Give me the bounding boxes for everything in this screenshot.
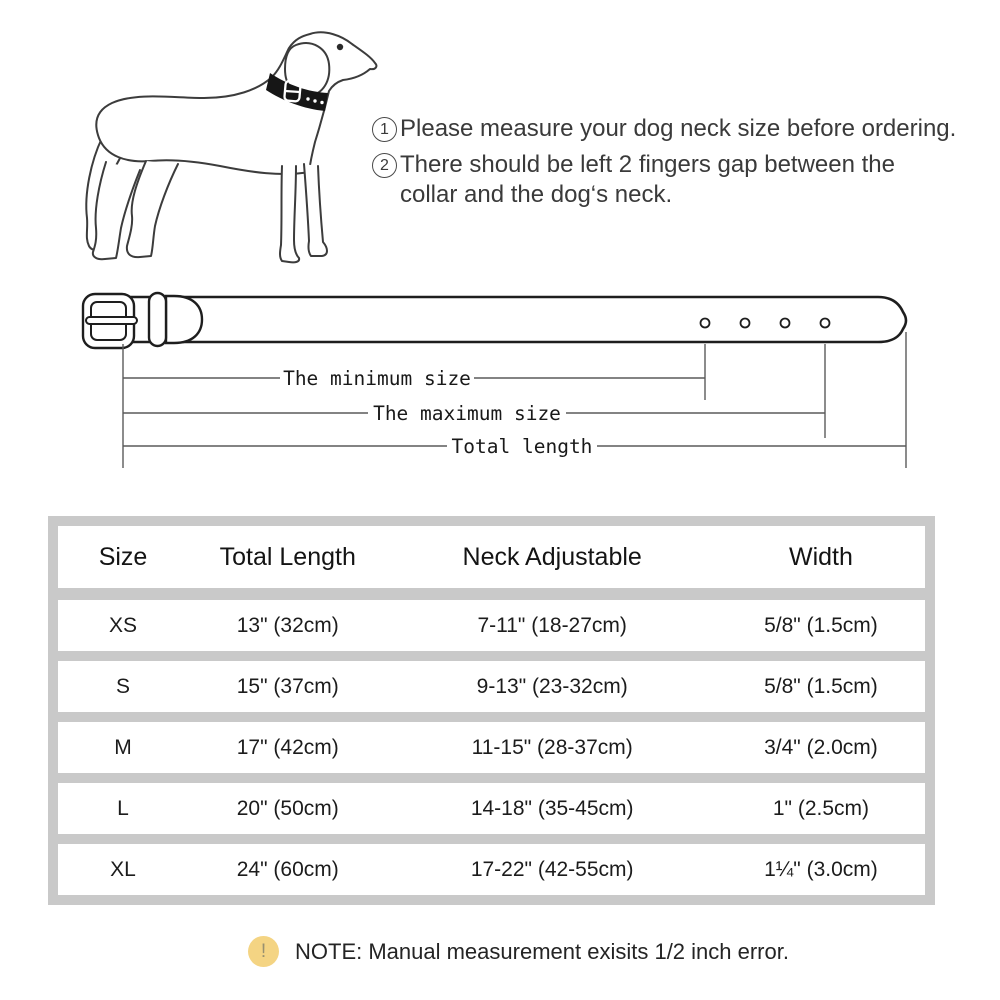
col-header-neck-adjustable: Neck Adjustable xyxy=(462,542,642,571)
table-row-xs xyxy=(58,600,925,651)
neck-adjustable-cell: 9-13" (23-32cm) xyxy=(476,674,628,698)
total-length-cell: 17" (42cm) xyxy=(236,735,339,759)
size-cell: L xyxy=(117,796,129,820)
neck-adjustable-cell: 17-22" (42-55cm) xyxy=(470,857,634,881)
dog-front-leg-far xyxy=(280,166,299,262)
note-bar xyxy=(248,936,789,967)
instruction-text-2-line1: There should be left 2 fingers gap between the xyxy=(400,151,895,178)
total-length-cell: 24" (60cm) xyxy=(236,857,339,881)
dog-eye xyxy=(337,44,343,50)
total-length-cell: 13" (32cm) xyxy=(236,613,339,637)
max-size-label: The maximum size xyxy=(373,402,561,425)
table-row-l xyxy=(58,783,925,834)
width-cell: 1" (2.5cm) xyxy=(772,796,870,820)
instruction-number-2: 2 xyxy=(380,156,389,174)
col-header-total-length: Total Length xyxy=(219,542,356,571)
note-text: NOTE: Manual measurement exisits 1/2 inch error. xyxy=(295,938,789,964)
table-row-xl xyxy=(58,844,925,895)
col-header-size: Size xyxy=(98,542,148,571)
width-cell: 5/8" (1.5cm) xyxy=(764,674,878,698)
total-length-cell: 15" (37cm) xyxy=(236,674,339,698)
instruction-number-1: 1 xyxy=(380,120,389,138)
instruction-number-badge-1 xyxy=(372,117,397,142)
collar-keeper xyxy=(149,293,166,346)
size-cell: XL xyxy=(110,857,136,881)
total-length-label: Total length xyxy=(451,435,593,458)
total-length-cell: 20" (50cm) xyxy=(236,796,339,820)
dog-body xyxy=(96,32,376,174)
width-cell: 5/8" (1.5cm) xyxy=(764,613,878,637)
warning-icon-glyph: ! xyxy=(260,940,267,962)
dog-front-leg-near xyxy=(304,164,327,256)
instruction-text-2-line2: collar and the dog‘s neck. xyxy=(400,181,673,208)
size-cell: M xyxy=(114,735,132,759)
instruction-text-1: Please measure your dog neck size before ordering. xyxy=(400,115,957,142)
collar-buckle-prong xyxy=(86,317,137,324)
size-cell: XS xyxy=(109,613,138,637)
dog-illustration xyxy=(82,14,397,266)
collar-d-loop xyxy=(166,296,202,343)
neck-adjustable-cell: 7-11" (18-27cm) xyxy=(477,613,627,637)
table-row-s xyxy=(58,661,925,712)
instruction-number-badge-2 xyxy=(372,153,397,178)
instruction-item-1 xyxy=(372,114,962,144)
instruction-list xyxy=(372,114,962,216)
neck-adjustable-cell: 14-18" (35-45cm) xyxy=(470,796,634,820)
size-cell: S xyxy=(116,674,131,698)
instruction-text-2 xyxy=(400,150,895,210)
warning-icon xyxy=(248,936,279,967)
width-cell: 3/4" (2.0cm) xyxy=(764,735,878,759)
size-chart-table xyxy=(48,516,935,905)
collar-diagram xyxy=(50,283,960,473)
min-size-label: The minimum size xyxy=(283,367,471,390)
table-header-row xyxy=(58,526,925,588)
neck-adjustable-cell: 11-15" (28-37cm) xyxy=(471,735,633,759)
width-cell: 1¼" (3.0cm) xyxy=(764,857,878,881)
col-header-width: Width xyxy=(788,542,853,571)
instruction-item-2 xyxy=(372,150,962,210)
table-row-m xyxy=(58,722,925,773)
